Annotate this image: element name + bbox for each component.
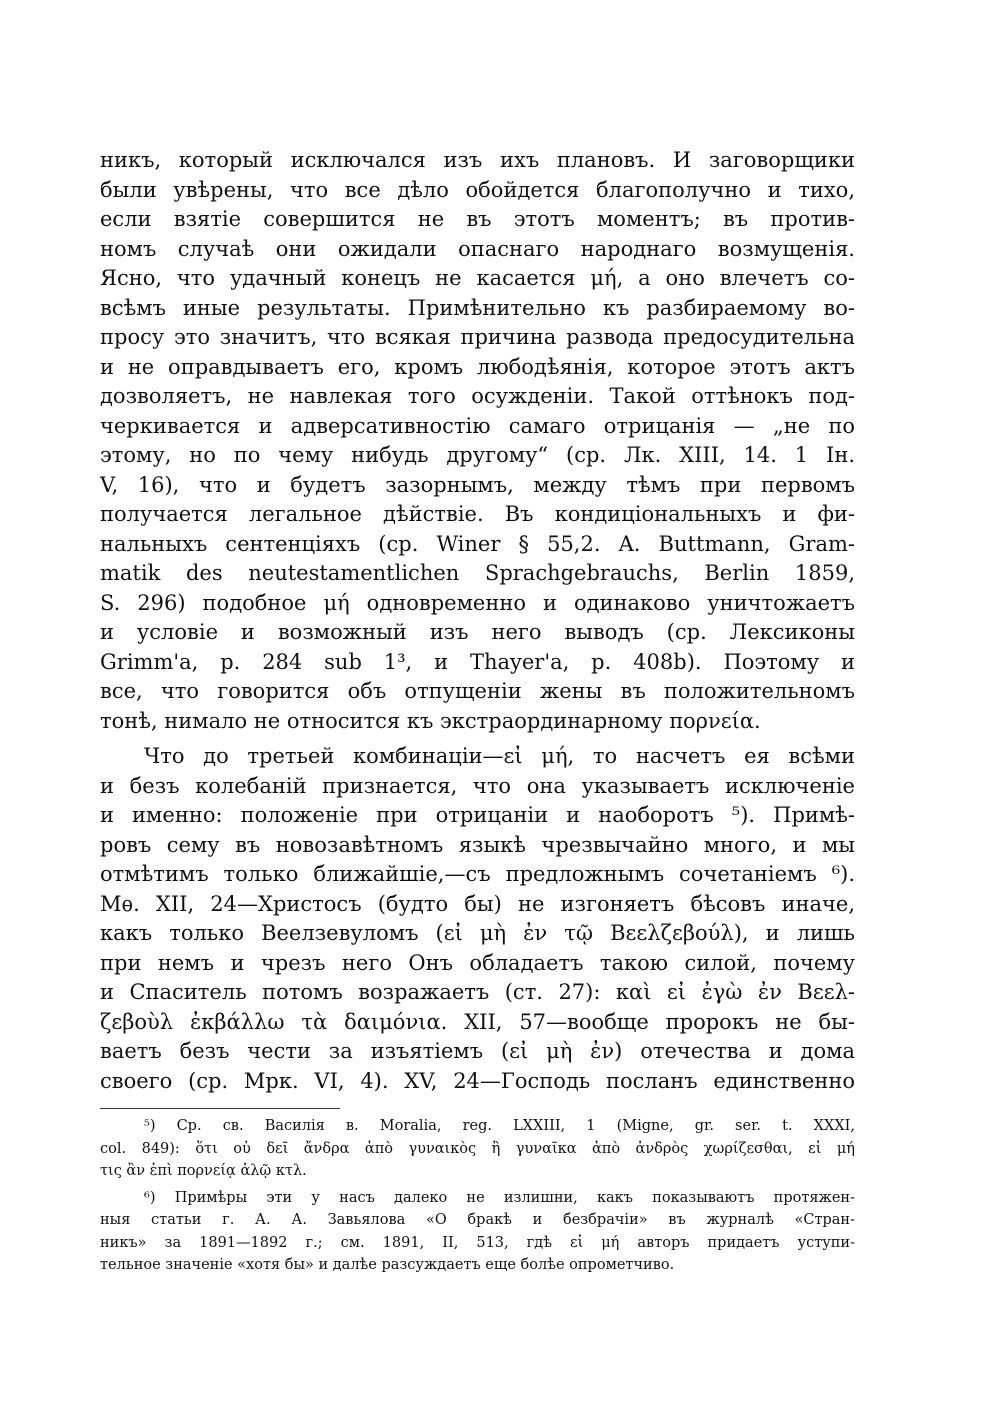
text-line: ваетъ безъ чести за изъятіемъ (εἰ μὴ ἐν) отечества и дома bbox=[100, 1039, 855, 1063]
text-line: никъ, который исключался изъ ихъ плановъ. И заговорщики bbox=[100, 148, 855, 172]
footnote-line: тельное значеніе «хотя бы» и далѣе разсуждаетъ еще болѣе опрометчиво. bbox=[100, 1257, 675, 1273]
footnote-divider bbox=[100, 1108, 340, 1109]
text-line: Grimm'a, p. 284 sub 1³, и Thayer'a, p. 408b). Поэтому и bbox=[100, 649, 855, 674]
text-line: черкивается и адверсативностію самаго отрицанія — „не по bbox=[100, 413, 855, 438]
text-line: какъ только Веелзевуломъ (εἰ μὴ ἐν τῷ Βεελζεβούλ), и лишь bbox=[100, 921, 855, 945]
text-line: номъ случаѣ они ожидали опаснаго народнаго возмущенія. bbox=[100, 236, 855, 261]
text-line: нальныхъ сентенціяхъ (ср. Winer § 55,2. A. Buttmann, Gram- bbox=[100, 531, 855, 556]
text-line: и Спаситель потомъ возражаетъ (ст. 27): καὶ εἰ ἐγὼ ἐν Βεελ- bbox=[100, 980, 855, 1004]
text-line: тонѣ, нимало не относится къ экстраординарному πορνεία. bbox=[100, 708, 761, 733]
text-line: дозволяетъ, не навлекая того осужденіи. Такой оттѣнокъ под- bbox=[100, 384, 855, 408]
footnote-line: τις ἂν ἐπὶ πορνείᾳ ἁλῷ κτλ. bbox=[100, 1163, 307, 1179]
text-line: Мѳ. XII, 24—Христосъ (будто бы) не изгоняетъ бѣсовъ иначе, bbox=[100, 891, 855, 916]
text-line: при немъ и чрезъ него Онъ обладаетъ такою силой, почему bbox=[100, 950, 855, 975]
text-line: получается легальное дѣйствіе. Въ кондиціональныхъ и фи- bbox=[100, 502, 855, 526]
text-line: и не оправдываетъ его, кромъ любодѣянія, которое этотъ актъ bbox=[100, 354, 855, 379]
footnote-line: ⁶) Примѣры эти у насъ далеко не излишни, какъ показываютъ протяжен- bbox=[144, 1189, 855, 1206]
text-line: все, что говорится объ отпущеніи жены въ положительномъ bbox=[100, 679, 855, 703]
text-line: ζεβοὺλ ἐκβάλλω τὰ δαιμόνια. XII, 57—вообще пророкъ не бы- bbox=[100, 1009, 855, 1034]
footnote-5 bbox=[100, 1115, 855, 1183]
text-line: S. 296) подобное μή одновременно и одинаково уничтожаетъ bbox=[100, 590, 855, 615]
text-line: Ясно, что удачный конецъ не касается μή, а оно влечетъ со- bbox=[100, 266, 855, 290]
text-line: и именно: положеніе при отрицаніи и наоборотъ ⁵). Примѣ- bbox=[100, 803, 855, 827]
text-line: matik des neutestamentlichen Sprachgebrauchs, Berlin 1859, bbox=[100, 561, 855, 585]
paragraph-1 bbox=[100, 146, 855, 736]
text-line: если взятіе совершится не въ этотъ моментъ; въ против- bbox=[100, 207, 855, 231]
text-line: и условіе и возможный изъ него выводъ (ср. Лексиконы bbox=[100, 620, 855, 644]
text-line: ровъ сему въ новозавѣтномъ языкѣ чрезвычайно много, и мы bbox=[100, 832, 855, 857]
text-line: своего (ср. Мрк. VI, 4). XV, 24—Господь посланъ единственно bbox=[100, 1068, 855, 1093]
footnote-line: никъ» за 1891—1892 г.; см. 1891, II, 513, гдѣ εἰ μή авторъ придаетъ уступи- bbox=[100, 1234, 855, 1251]
text-line: всѣмъ иные результаты. Примѣнительно къ разбираемому во- bbox=[100, 295, 855, 320]
footnote-line: ныя статьи г. А. А. Завьялова «О бракѣ и безбрачіи» въ журналѣ «Стран- bbox=[100, 1212, 855, 1228]
text-line: просу это значитъ, что всякая причина развода предосудительна bbox=[100, 325, 855, 349]
footnotes bbox=[100, 1115, 855, 1277]
footnote-line: col. 849): ὅτι οὐ δεῖ ἄνδρα ἀπὸ γυναικὸς ἢ γυναῖκα ἀπὸ ἀνδρὸς χωρίζεσθαι, εἰ μή bbox=[100, 1140, 855, 1157]
footnote-6 bbox=[100, 1187, 855, 1277]
paragraph-2 bbox=[100, 742, 855, 1096]
text-line: V, 16), что и будетъ зазорнымъ, между тѣмъ при первомъ bbox=[100, 472, 855, 497]
text-line: и безъ колебаній признается, что она указываетъ исключеніе bbox=[100, 773, 855, 798]
text-line: отмѣтимъ только ближайшіе,—съ предложнымъ сочетаніемъ ⁶). bbox=[100, 862, 855, 886]
footnote-line: ⁵) Ср. св. Василія в. Moralia, reg. LXXIII, 1 (Migne, gr. ser. t. XXXI, bbox=[144, 1118, 855, 1134]
text-line: Что до третьей комбинаціи—εἰ μή, то насчетъ ея всѣми bbox=[144, 744, 855, 768]
text-line: этому, но по чему нибудь другому“ (ср. Лк. XIII, 14. 1 Ін. bbox=[100, 443, 855, 467]
page bbox=[100, 146, 855, 1277]
text-line: были увѣрены, что все дѣло обойдется благополучно и тихо, bbox=[100, 177, 855, 202]
main-text bbox=[100, 146, 855, 1096]
